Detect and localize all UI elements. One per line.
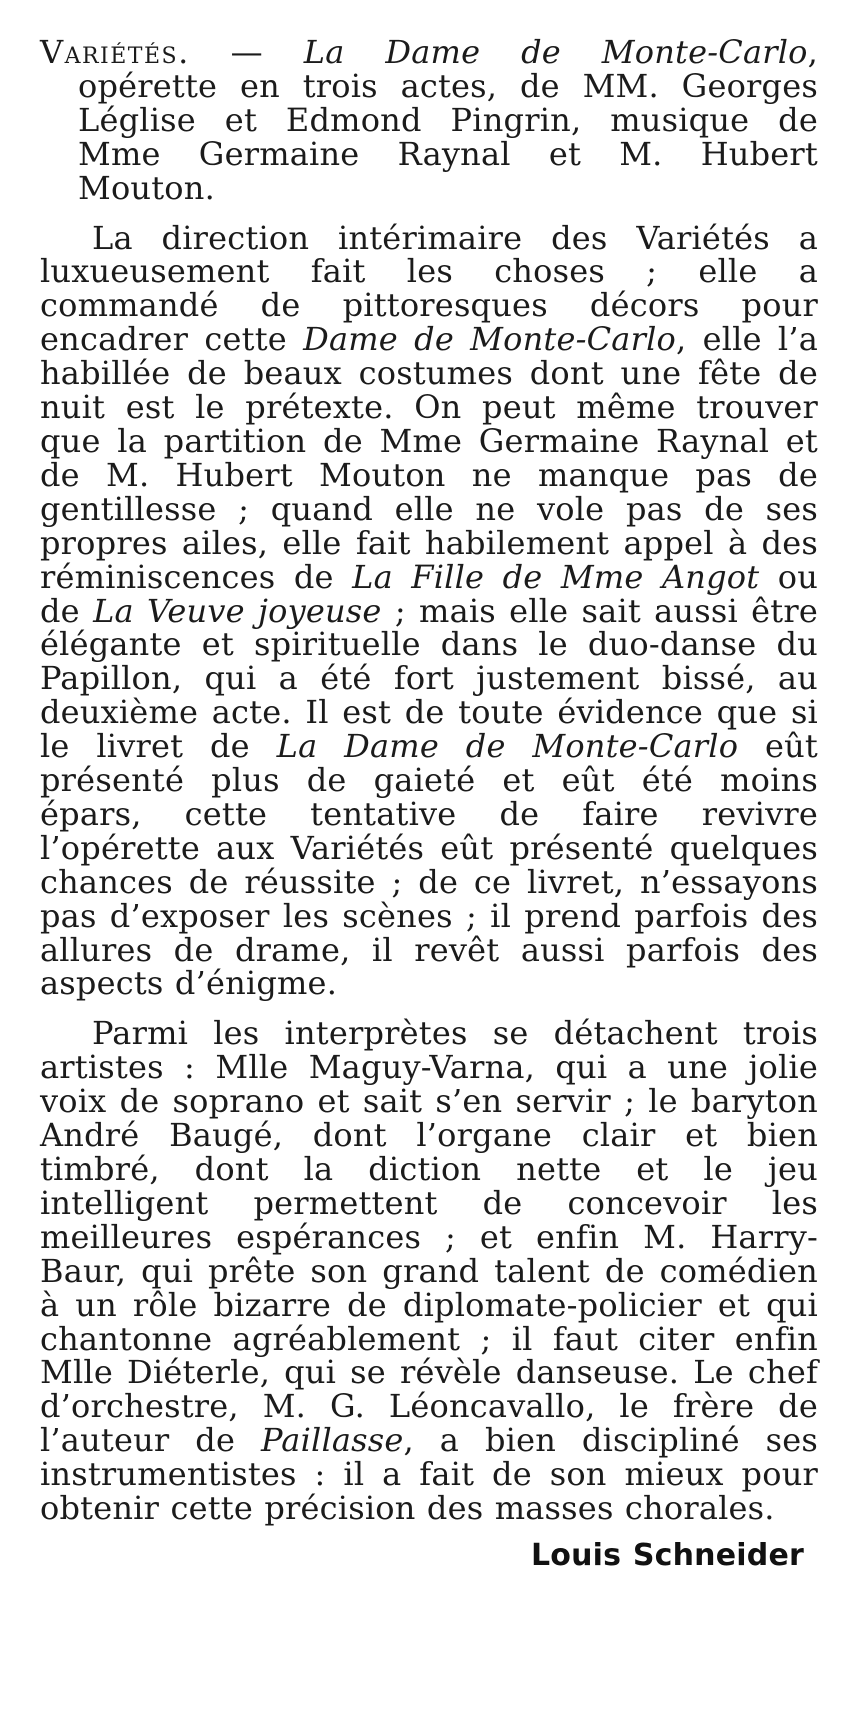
author-signature: Louis Schneider [530, 1537, 804, 1573]
paragraph-1-text-5: eût présenté plus de gaieté et eût été moins épars, cette tentative de faire revivre l’opérette aux Variétés eût présenté quelques chances de réussite ; de ce livret, n’essayons pas d’exposer les scènes ; il prend parfois des allures de drame, il revêt aussi parfois des aspects d’énigme. [40, 727, 818, 1003]
article-header-paragraph [40, 33, 818, 207]
review-paragraph-2 [40, 1014, 818, 1528]
paragraph-1-text-4: ; mais elle sait aussi être élégante et spirituelle dans le duo-danse du Papillon, qui a été fort justement bissé, au deuxième acte. Il est de toute évidence que si le livret de [40, 591, 818, 766]
work-title: La Dame de Monte-Carlo [303, 33, 808, 71]
paragraph-2-text-1: Parmi les interprètes se détachent trois artistes : Mlle Maguy-Varna, qui a une jolie voix de soprano et sait s’en servir ; le baryton André Baugé, dont l’organe clair et bien timbré, dont la diction nette et le jeu intelligent permettent de concevoir les meilleures espérances ; et enfin M. Harry-Baur, qui prête son grand talent de comédien à un rôle bizarre de diplomate-policier et qui chantonne agréablement ; il faut citer enfin Mlle Diéterle, qui se révèle danseuse. Le chef d’orchestre, M. G. Léoncavallo, le frère de l’auteur de [40, 1014, 818, 1460]
venue-name: Variétés. [40, 33, 190, 71]
review-paragraph-1 [40, 218, 819, 1003]
paragraph-2-text-2: , a bien discipliné ses instrumentistes : il a fait de son mieux pour obtenir cette précision des masses chorales. [40, 1421, 818, 1528]
header-dash: — [189, 33, 304, 71]
paragraph-1-text-2: , elle l’a habillée de beaux costumes dont une fête de nuit est le prétexte. On peut même trouver que la partition de Mme Germaine Raynal et de M. Hubert Mouton ne manque pas de gentillesse ; quand elle ne vole pas de ses propres ailes, elle fait habilement appel à des réminiscences de [40, 320, 819, 596]
article-column [40, 33, 819, 1574]
paragraph-2-title-1: Paillasse [261, 1421, 404, 1460]
paragraph-1-text-1: La direction intérimaire des Variétés a luxueusement fait les choses ; elle a commandé de pittoresques décors pour encadrer cette [40, 218, 818, 359]
paragraph-1-title-3: La Veuve joyeuse [93, 591, 382, 630]
header-credits: , opérette en trois actes, de MM. Georges Léglise et Edmond Pingrin, musique de Mme Germaine Raynal et M. Hubert Mouton. [78, 33, 818, 207]
paragraph-1-text-3: ou de [40, 557, 818, 630]
paragraph-1-title-1: Dame de Monte-Carlo [303, 320, 676, 359]
paragraph-1-title-4: La Dame de Monte-Carlo [276, 727, 739, 766]
paragraph-1-title-2: La Fille de Mme Angot [352, 557, 760, 596]
